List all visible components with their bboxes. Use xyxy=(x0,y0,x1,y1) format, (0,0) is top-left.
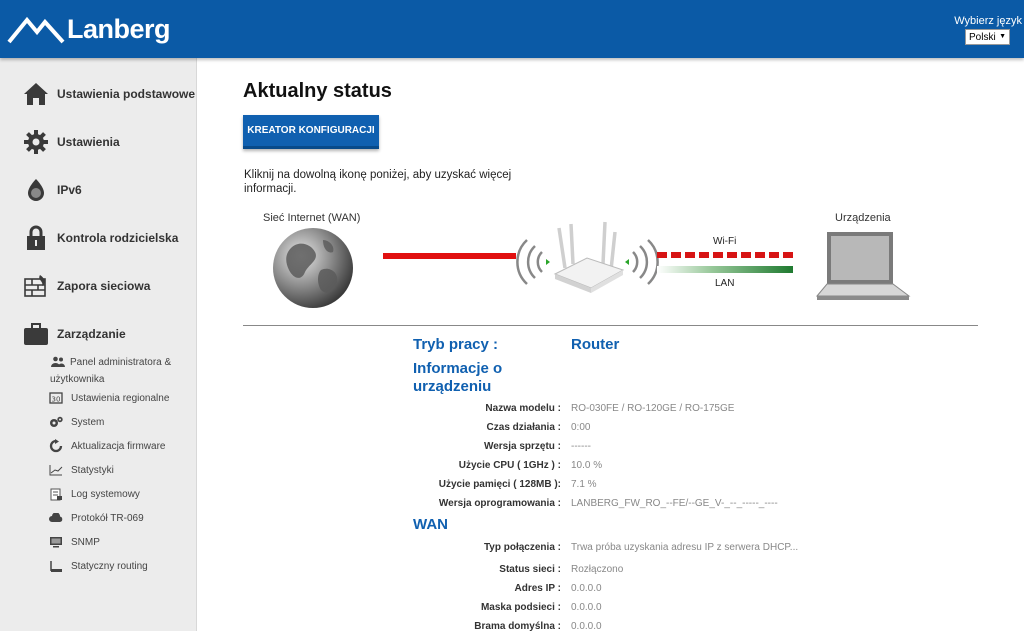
sidebar-item-management[interactable] xyxy=(22,320,126,348)
device-info-heading-line2: urządzeniu xyxy=(413,378,492,395)
sidebar-item-label: Ustawienia podstawowe xyxy=(57,87,196,101)
subnet-mask-label: Maska podsieci : xyxy=(480,602,561,613)
hardware-version-label: Wersja sprzętu : xyxy=(483,441,561,452)
sidebar-item-label: IPv6 xyxy=(57,183,82,197)
wan-label: Sieć Internet (WAN) xyxy=(263,212,361,224)
brand-name: Lanberg xyxy=(67,13,171,44)
page-title: Aktualny status xyxy=(243,80,392,102)
device-info-heading-line1: Informacje o xyxy=(413,360,503,377)
uptime-label: Czas działania : xyxy=(486,422,561,433)
chart-icon xyxy=(48,463,64,477)
ip-address-value: 0.0.0.0 xyxy=(571,583,602,594)
sidebar-subitem-system-log[interactable] xyxy=(48,487,140,501)
cloud-icon xyxy=(48,511,64,525)
sidebar-subitem-tr069[interactable] xyxy=(48,511,144,525)
language-select[interactable] xyxy=(965,29,1010,45)
gears-icon xyxy=(48,415,64,429)
sidebar-subitem-admin-panel[interactable] xyxy=(50,355,171,385)
network-diagram xyxy=(243,208,978,308)
lan-label: LAN xyxy=(715,278,735,289)
memory-usage-label: Użycie pamięci ( 128MB ): xyxy=(438,479,561,490)
hint-text: Kliknij na dowolną ikonę poniżej, aby uzyskać więcej informacji. xyxy=(244,169,512,195)
laptop-icon[interactable] xyxy=(813,230,913,304)
sidebar-item-label: Kontrola rodzicielska xyxy=(57,231,179,245)
sidebar xyxy=(0,58,197,631)
connection-type-value: Trwa próba uzyskania adresu IP z serwera DHCP... xyxy=(571,542,799,553)
sidebar-subitem-label: Protokół TR-069 xyxy=(71,512,144,524)
gear-icon xyxy=(22,128,50,156)
subnet-mask-value: 0.0.0.0 xyxy=(571,602,602,613)
briefcase-icon xyxy=(22,320,50,348)
sidebar-item-ipv6[interactable] xyxy=(22,176,82,204)
default-gateway-label: Brama domyślna : xyxy=(474,621,561,631)
sidebar-item-label: Ustawienia xyxy=(57,135,120,149)
wifi-label: Wi-Fi xyxy=(713,236,737,247)
memory-usage-value: 7.1 % xyxy=(571,479,597,490)
network-status-value: Rozłączono xyxy=(571,564,624,575)
sidebar-item-label: Zarządzanie xyxy=(57,327,126,341)
sidebar-item-basic-settings[interactable] xyxy=(22,80,195,108)
language-label: Wybierz język xyxy=(954,15,1022,27)
main-content xyxy=(197,58,1024,631)
sidebar-item-label: Zapora sieciowa xyxy=(57,279,151,293)
refresh-icon xyxy=(48,439,64,453)
network-status-label: Status sieci : xyxy=(499,564,561,575)
ip-address-label: Adres IP : xyxy=(514,583,561,594)
divider xyxy=(243,325,978,326)
model-name-value: RO-030FE / RO-120GE / RO-175GE xyxy=(571,403,735,414)
router-icon[interactable] xyxy=(515,218,660,298)
setup-wizard-button[interactable]: KREATOR KONFIGURACJI xyxy=(243,115,379,149)
mountain-logo-icon xyxy=(7,14,65,44)
lock-icon xyxy=(22,224,50,252)
sidebar-subitem-system[interactable] xyxy=(48,415,104,429)
home-icon xyxy=(22,80,50,108)
devices-label: Urządzenia xyxy=(835,212,891,224)
uptime-value: 0:00 xyxy=(571,422,591,433)
connection-type-label: Typ połączenia : xyxy=(483,542,561,553)
sidebar-subitem-label: Ustawienia regionalne xyxy=(71,392,170,404)
sidebar-subitem-static-routing[interactable] xyxy=(48,559,148,573)
sidebar-subitem-label: System xyxy=(71,416,105,428)
chevron-down-icon: ▼ xyxy=(999,33,1006,40)
sidebar-subitem-snmp[interactable] xyxy=(48,535,100,549)
cpu-usage-value: 10.0 % xyxy=(571,460,603,471)
mode-value: Router xyxy=(571,336,620,353)
sidebar-subitem-statistics[interactable] xyxy=(48,463,114,477)
lan-connection-line xyxy=(657,266,793,273)
svg-text:30: 30 xyxy=(51,395,61,404)
mode-label: Tryb pracy : xyxy=(413,336,499,353)
sidebar-item-settings[interactable] xyxy=(22,128,120,156)
globe-icon[interactable] xyxy=(271,226,355,310)
lanberg-logo[interactable] xyxy=(7,12,170,46)
language-selected-value: Polski xyxy=(969,31,996,43)
sidebar-subitem-regional[interactable] xyxy=(48,391,169,405)
firewall-icon xyxy=(22,272,50,300)
sidebar-subitem-label: Statystyki xyxy=(71,464,114,476)
sidebar-subitem-label: Aktualizacja firmware xyxy=(71,440,166,452)
ipv6-icon xyxy=(22,176,50,204)
firmware-version-label: Wersja oprogramowania : xyxy=(438,498,561,509)
sidebar-subitem-firmware[interactable] xyxy=(48,439,165,453)
cpu-usage-label: Użycie CPU ( 1GHz ) : xyxy=(458,460,561,471)
users-icon xyxy=(50,355,66,369)
top-header xyxy=(0,0,1024,58)
monitor-icon xyxy=(48,535,64,549)
model-name-label: Nazwa modelu : xyxy=(485,403,561,414)
sidebar-subitem-label: Log systemowy xyxy=(71,488,140,500)
firmware-version-value: LANBERG_FW_RO_--FE/--GE_V-_--_-----_---- xyxy=(571,498,778,509)
sidebar-subitem-label: Statyczny routing xyxy=(71,560,148,572)
hardware-version-value: ------ xyxy=(571,441,591,452)
sidebar-subitem-label-line2: użytkownika xyxy=(50,374,105,385)
wan-connection-line xyxy=(383,253,516,259)
sidebar-item-firewall[interactable] xyxy=(22,272,150,300)
log-icon xyxy=(48,487,64,501)
sidebar-subitem-label: Panel administratora & xyxy=(70,356,172,368)
default-gateway-value: 0.0.0.0 xyxy=(571,621,602,631)
wan-heading: WAN xyxy=(413,516,448,533)
sidebar-item-parental-control[interactable] xyxy=(22,224,178,252)
clock-icon xyxy=(48,391,64,405)
routing-icon xyxy=(48,559,64,573)
device-info-heading xyxy=(413,360,502,396)
wifi-connection-line xyxy=(657,252,795,258)
sidebar-subitem-label: SNMP xyxy=(71,536,100,548)
